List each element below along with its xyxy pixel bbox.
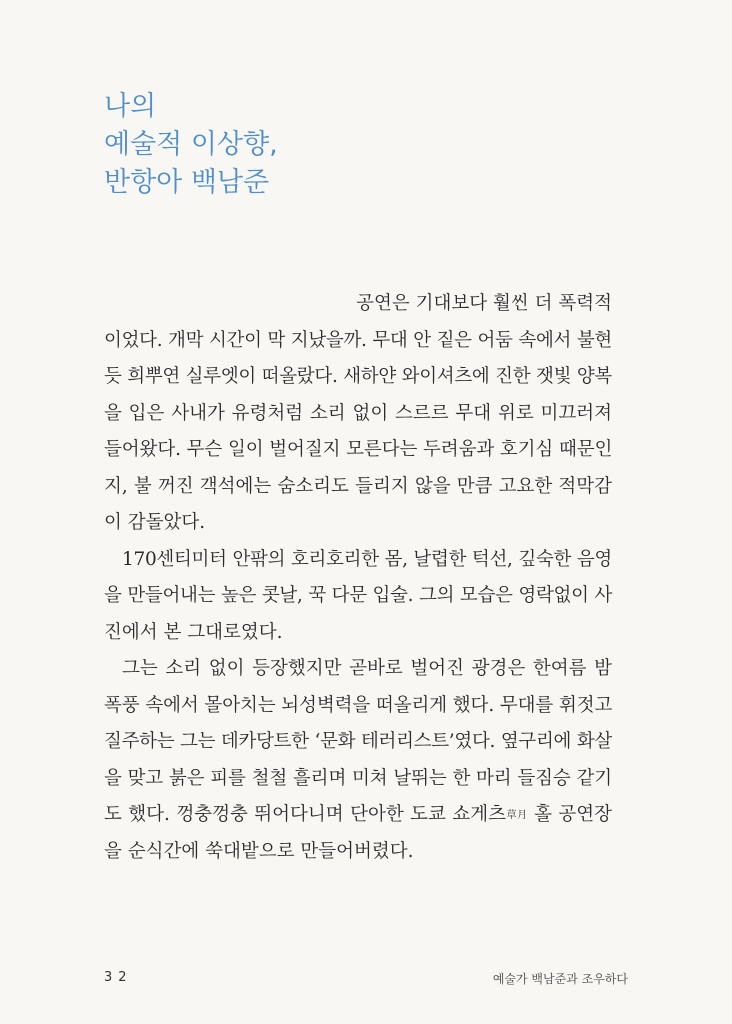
text-line: 이었다. 개막 시간이 막 지났을까. 무대 안 짙은 어둠 속에서 불현 bbox=[104, 329, 612, 351]
chapter-title-line: 나의 bbox=[104, 91, 157, 122]
text-line: 공연은 기대보다 훨씬 더 폭력적 bbox=[356, 293, 612, 314]
text-segment: 도 했다. 껑충껑충 뛰어다니며 단아한 도쿄 쇼게츠 bbox=[104, 804, 506, 825]
page-number: 32 bbox=[104, 970, 133, 985]
text-line: 지, 불 꺼진 객석에는 숨소리도 들리지 않을 만큼 고요한 적막감 bbox=[104, 475, 612, 497]
paragraph bbox=[104, 651, 612, 870]
text-line-with-hanja bbox=[104, 797, 612, 834]
body-text bbox=[104, 286, 612, 870]
chapter-title-line: 예술적 이상향, bbox=[104, 129, 278, 160]
text-line: 질주하는 그는 데카당트한 ‘문화 테러리스트’였다. 옆구리에 화살 bbox=[104, 731, 612, 752]
chapter-title bbox=[104, 88, 278, 202]
chapter-title-line: 반항아 백남준 bbox=[104, 167, 270, 198]
text-line: 폭풍 속에서 몰아치는 뇌성벽력을 떠올리게 했다. 무대를 휘젓고 bbox=[104, 694, 613, 716]
text-line: 그는 소리 없이 등장했지만 곧바로 벌어진 광경은 한여름 밤 bbox=[122, 658, 612, 679]
text-line: 이 감돌았다. bbox=[104, 512, 206, 533]
text-segment: 홀 공연장 bbox=[527, 804, 613, 825]
text-line: 을 입은 사내가 유령처럼 소리 없이 스르르 무대 위로 미끄러져 bbox=[104, 402, 612, 424]
paragraph bbox=[104, 286, 612, 542]
hanja-annotation: 草月 bbox=[505, 810, 528, 821]
text-line: 들어왔다. 무슨 일이 벌어질지 모른다는 두려움과 호기심 때문인 bbox=[104, 439, 613, 460]
text-line: 을 순식간에 쑥대밭으로 만들어버렸다. bbox=[104, 840, 414, 862]
text-line: 듯 희뿌연 실루엣이 떠올랐다. 새하얀 와이셔츠에 진한 잿빛 양복 bbox=[104, 366, 612, 387]
text-line: 을 맞고 붉은 피를 철철 흘리며 미쳐 날뛰는 한 마리 들짐승 같기 bbox=[104, 767, 612, 789]
paragraph bbox=[104, 542, 612, 652]
running-title: 예술가 백남준과 조우하다 bbox=[492, 972, 628, 986]
text-line: 진에서 본 그대로였다. bbox=[104, 621, 283, 643]
text-line: 을 만들어내는 높은 콧날, 꾹 다문 입술. 그의 모습은 영락없이 사 bbox=[104, 585, 612, 606]
text-line: 170센티미터 안팎의 호리호리한 몸, 날렵한 턱선, 깊숙한 음영 bbox=[122, 548, 612, 570]
